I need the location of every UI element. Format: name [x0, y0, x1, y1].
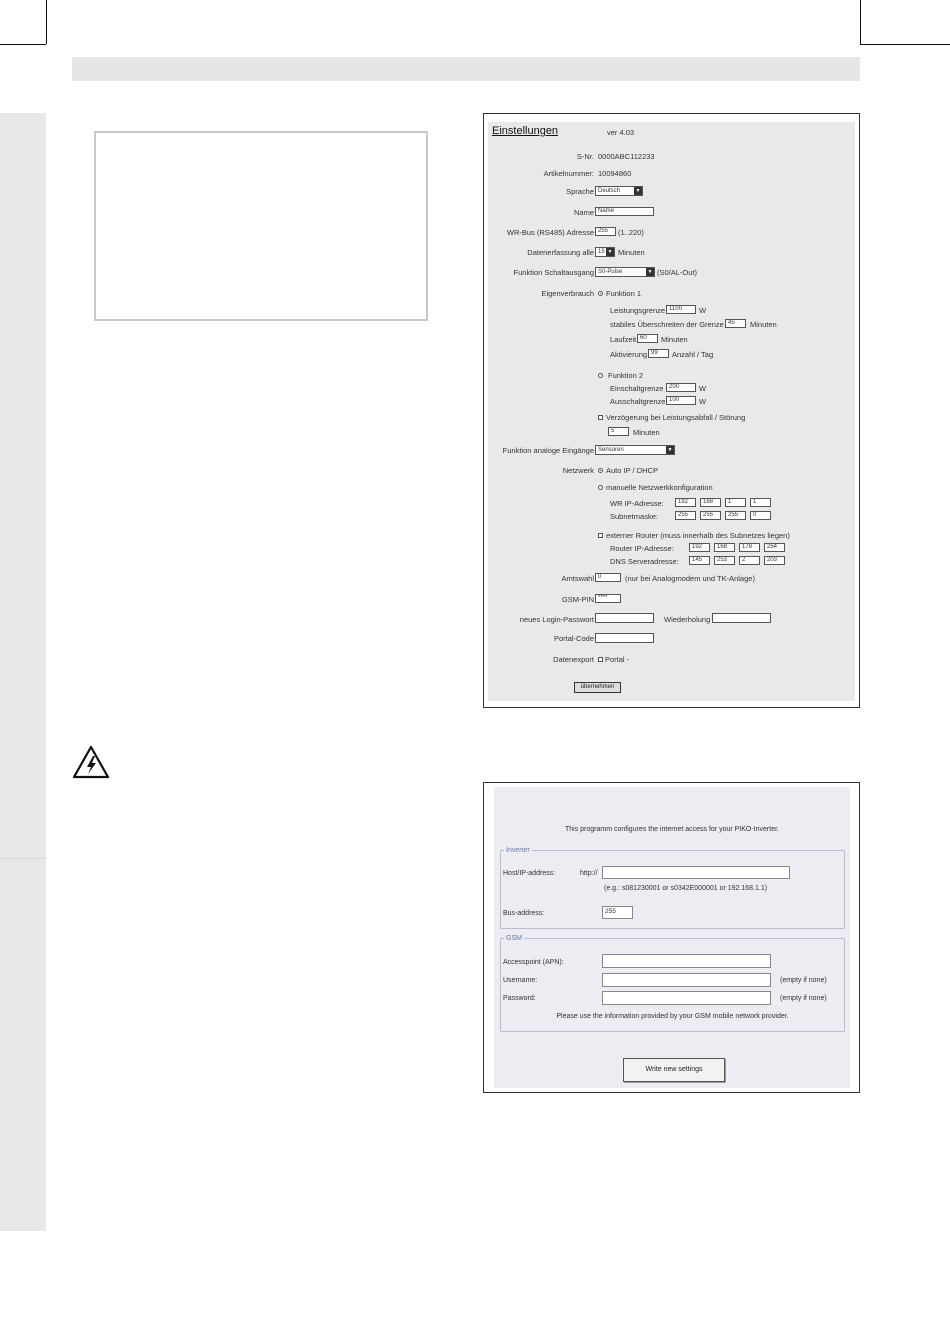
manual-net-label: manuelle Netzwerkkonfiguration: [606, 483, 713, 492]
off-limit-input[interactable]: 100: [666, 396, 696, 405]
auto-ip-radio[interactable]: [598, 468, 603, 473]
chevron-down-icon: ▼: [607, 249, 613, 255]
delay-input[interactable]: 5: [608, 427, 629, 436]
wr-ip-octet-1[interactable]: 192: [675, 498, 696, 507]
stable-input[interactable]: 45: [725, 319, 746, 328]
host-label: Host/IP-address:: [503, 870, 556, 877]
gsm-pin-input[interactable]: ****: [595, 594, 621, 603]
password-label: Password:: [503, 995, 536, 1002]
dns-octet-1[interactable]: 145: [689, 556, 710, 565]
bus-input[interactable]: 255: [595, 227, 616, 236]
activation-unit: Anzahl / Tag: [672, 350, 714, 359]
wr-ip-octet-2[interactable]: 168: [700, 498, 721, 507]
dns-octet-2[interactable]: 253: [714, 556, 735, 565]
off-limit-unit: W: [699, 397, 707, 406]
chevron-down-icon: ▼: [667, 447, 673, 453]
manual-net-radio[interactable]: [598, 485, 603, 490]
subnet-label: Subnetmaske:: [610, 512, 658, 521]
on-limit-input[interactable]: 200: [666, 383, 696, 392]
off-limit-label: Ausschaltgrenze: [610, 397, 666, 406]
portal-code-label: Portal-Code: [553, 634, 594, 643]
amtswahl-input[interactable]: 0: [595, 573, 621, 582]
subnet-octet-1[interactable]: 255: [675, 511, 696, 520]
activation-input[interactable]: 99: [648, 349, 669, 358]
logging-unit: Minuten: [618, 248, 645, 257]
repeat-pw-input[interactable]: [712, 613, 771, 623]
internet-config-panel: [494, 787, 850, 1088]
article-label: Artikelnummer:: [543, 169, 594, 178]
provider-note: Please use the information provided by your GSM mobile network provider.: [556, 1013, 789, 1020]
crop-mark: [860, 44, 950, 45]
amtswahl-hint: (nur bei Analogmodem und TK-Anlage): [625, 574, 755, 583]
gsm-fieldset: [500, 935, 845, 1032]
login-pw-label: neues Login-Passwort: [519, 615, 594, 624]
analog-select-value: Sensoren: [598, 447, 624, 453]
logging-label: Datenerfassung alle: [527, 248, 594, 257]
auto-ip-label: Auto IP / DHCP: [606, 466, 658, 475]
settings-screenshot: [483, 113, 860, 708]
header-band: [72, 57, 860, 81]
runtime-input[interactable]: 60: [637, 334, 658, 343]
language-select[interactable]: [595, 186, 643, 196]
wr-ip-octet-3[interactable]: 1: [725, 498, 746, 507]
crop-mark: [0, 44, 46, 45]
host-input[interactable]: [602, 866, 790, 879]
bus-range: (1..220): [618, 228, 644, 237]
portal-code-input[interactable]: [595, 633, 654, 643]
chevron-down-icon: ▼: [635, 188, 641, 194]
func2-label: Funktion 2: [608, 371, 644, 380]
power-limit-input[interactable]: 1100: [666, 305, 696, 314]
router-ip-octet-2[interactable]: 168: [714, 543, 735, 552]
func2-radio[interactable]: [598, 373, 603, 378]
power-limit-unit: W: [699, 306, 707, 315]
delay-checkbox[interactable]: [598, 415, 603, 420]
amtswahl-label: Amtswahl: [561, 574, 594, 583]
switch-hint: (S0/AL-Out): [657, 268, 698, 277]
subnet-octet-4[interactable]: 0: [750, 511, 771, 520]
host-example: (e.g.: s081230001 or s0342E000001 or 192.168.1.1): [604, 885, 768, 892]
crop-mark: [860, 0, 861, 44]
serial-label: S-Nr.: [576, 152, 594, 161]
language-select-value: Deutsch: [598, 188, 621, 194]
gsm-pin-label: GSM-PIN: [561, 595, 594, 604]
func1-label: Funktion 1: [606, 289, 642, 298]
switch-select-value: S0-Pulse: [598, 269, 623, 275]
stable-unit: Minuten: [750, 320, 777, 329]
bus-input[interactable]: 255: [602, 906, 633, 919]
internet-config-screenshot: [483, 782, 860, 1093]
side-band-divider: [0, 858, 46, 859]
dns-octet-4[interactable]: 203: [764, 556, 785, 565]
delay-label: Verzögerung bei Leistungsabfall / Störung: [606, 413, 746, 422]
subnet-octet-3[interactable]: 255: [725, 511, 746, 520]
settings-panel: [488, 122, 855, 701]
serial-value: 0000ABC112233: [598, 152, 655, 161]
func1-radio[interactable]: [598, 291, 603, 296]
username-hint: (empty if none): [780, 977, 827, 984]
power-limit-label: Leistungsgrenze: [610, 306, 666, 315]
apn-input[interactable]: [602, 954, 771, 968]
router-ip-octet-3[interactable]: 178: [739, 543, 760, 552]
portal-export-checkbox[interactable]: [598, 657, 603, 662]
submit-button[interactable]: übernehmen: [574, 682, 621, 693]
inverter-legend: Inverter: [506, 847, 530, 854]
apn-label: Accesspoint (APN):: [503, 959, 564, 966]
logging-select[interactable]: [595, 247, 615, 257]
export-label: Datenexport: [553, 655, 594, 664]
dns-octet-3[interactable]: 2: [739, 556, 760, 565]
analog-select[interactable]: [595, 445, 675, 455]
logging-select-value: 15: [598, 249, 605, 255]
username-input[interactable]: [602, 973, 771, 987]
wr-ip-octet-4[interactable]: 1: [750, 498, 771, 507]
activation-label: Aktivierung: [610, 350, 648, 359]
stable-label: stabiles Überschreiten der Grenze: [610, 320, 724, 329]
article-value: 10094860: [598, 169, 632, 178]
runtime-label: Laufzeit: [610, 335, 637, 344]
ext-router-checkbox[interactable]: [598, 533, 603, 538]
on-limit-label: Einschaltgrenze: [610, 384, 664, 393]
bus-label: WR-Bus (RS485) Adresse: [506, 228, 594, 237]
side-band: [0, 113, 46, 1231]
password-hint: (empty if none): [780, 995, 827, 1002]
bus-label: Bus-address:: [503, 910, 545, 917]
password-input[interactable]: [602, 991, 771, 1005]
name-label: Name: [573, 208, 594, 217]
switch-label: Funktion Schaltausgang: [513, 268, 594, 277]
version-label: ver 4.03: [607, 128, 635, 137]
router-ip-octet-1[interactable]: 192: [689, 543, 710, 552]
analog-label: Funktion analoge Eingänge: [502, 446, 594, 455]
language-label: Sprache: [566, 187, 594, 196]
crop-mark: [46, 0, 47, 44]
write-settings-button[interactable]: Write new settings: [623, 1058, 725, 1082]
intro-text: This programm configures the internet access for your PIKO-Inverter.: [565, 826, 779, 833]
runtime-unit: Minuten: [661, 335, 688, 344]
high-voltage-warning-icon: [72, 745, 110, 779]
host-prefix: http://: [580, 870, 598, 877]
switch-select[interactable]: [595, 267, 655, 277]
gsm-legend: GSM: [506, 935, 522, 942]
ext-router-label: externer Router (muss innerhalb des Subnetzes liegen): [606, 531, 790, 540]
note-box: [94, 131, 428, 321]
inverter-fieldset: [500, 847, 845, 929]
on-limit-unit: W: [699, 384, 707, 393]
network-label: Netzwerk: [562, 466, 594, 475]
portal-export-label: Portal -: [605, 655, 630, 664]
delay-unit: Minuten: [633, 428, 660, 437]
repeat-label: Wiederholung: [664, 615, 711, 624]
username-label: Username:: [503, 977, 538, 984]
subnet-octet-2[interactable]: 255: [700, 511, 721, 520]
login-pw-input[interactable]: [595, 613, 654, 623]
wr-ip-label: WR IP-Adresse:: [610, 499, 664, 508]
settings-title: Einstellungen: [492, 125, 559, 137]
dns-label: DNS Serveradresse:: [610, 557, 679, 566]
selfuse-label: Eigenverbrauch: [541, 289, 594, 298]
router-ip-label: Router IP-Adresse:: [610, 544, 674, 553]
router-ip-octet-4[interactable]: 254: [764, 543, 785, 552]
chevron-down-icon: ▼: [647, 269, 653, 275]
name-input[interactable]: Name: [595, 207, 654, 216]
